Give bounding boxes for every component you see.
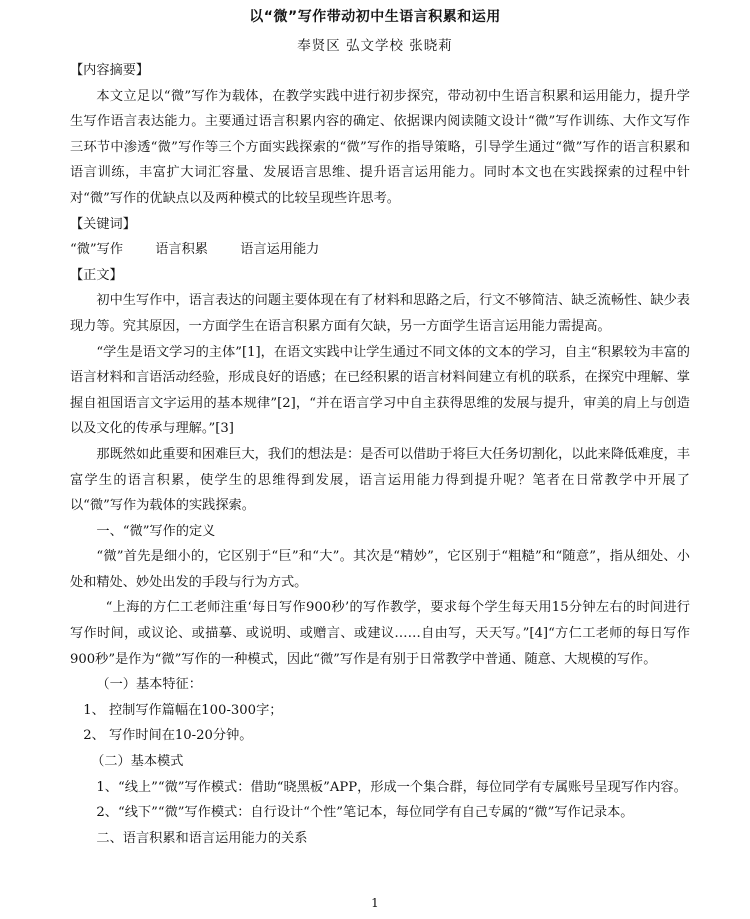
list-item: 2、 写作时间在10-20分钟。: [83, 728, 253, 744]
keywords-list: [70, 237, 690, 263]
document-body: [70, 58, 690, 851]
page-number: 1: [371, 896, 379, 910]
section-heading: 二、语言积累和语言运用能力的关系: [96, 830, 308, 846]
keyword: “微”写作: [70, 242, 124, 258]
keywords-heading: 【关键词】: [70, 216, 136, 232]
body-heading: 【正文】: [70, 267, 123, 283]
body-paragraph: “上海的方仁工老师注重‘每日写作900秒’的写作教学，要求每个学生每天用15分钟左右的时间进行写作时间，或议论、或描摹、或说明、或赠言、或建议……自由写，天天写。”[4]“方仁工老师的每日写作900秒”是作为“微”写作的一种模式，因此“微”写作是有别于日常教学中普通、随意、大规模的写作。: [70, 600, 690, 667]
keyword: 语言运用能力: [240, 242, 320, 258]
body-paragraph: 初中生写作中，语言表达的问题主要体现在有了材料和思路之后，行文不够简洁、缺乏流畅性、缺少表现力等。究其原因，一方面学生在语言积累方面有欠缺，另一方面学生语言运用能力需提高。: [70, 293, 690, 334]
body-paragraph: “学生是语文学习的主体”[1]，在语文实践中让学生通过不同文体的文本的学习，自主“积累较为丰富的语言材料和言语活动经验，形成良好的语感；在已经积累的语言材料间建立有机的联系，在探究中理解、掌握自祖国语言文字运用的基本规律”[2]，“并在语言学习中自主获得思维的发展与提升，审美的肩上与创造以及文化的传承与理解。”[3]: [70, 344, 690, 437]
abstract-heading: 【内容摘要】: [70, 63, 150, 78]
author-line: 奉贤区 弘文学校 张晓莉: [297, 38, 453, 54]
keyword: 语言积累: [155, 242, 208, 258]
body-paragraph: 那既然如此重要和困难巨大，我们的想法是：是否可以借助于将巨大任务切割化，以此来降低难度，丰富学生的语言积累，使学生的思维得到发展，语言运用能力得到提升呢？笔者在日常教学中开展了以“微”写作为载体的实践探索。: [70, 446, 690, 514]
subsection-heading: （二）基本模式: [91, 754, 184, 770]
subsection-heading: （一）基本特征：: [96, 677, 202, 693]
paper-title: 以“微”写作带动初中生语言积累和运用: [249, 9, 501, 25]
list-item: 1、“线上”“微”写作模式：借助“晓黑板”APP，形成一个集合群，每位同学有专属账号呈现写作内容。: [96, 779, 687, 795]
abstract-paragraph: 本文立足以“微”写作为载体，在教学实践中进行初步探究，带动初中生语言积累和运用能力，提升学生写作语言表达能力。主要通过语言积累内容的确定、依据课内阅读随文设计“微”写作训练、大作文写作三环节中渗透“微”写作等三个方面实践探索的“微”写作的指导策略，引导学生通过“微”写作的语言积累和语言训练，丰富扩大词汇容量、发展语言思维、提升语言运用能力。同时本文也在实践探索的过程中针对“微”写作的优缺点以及两种模式的比较呈现些许思考。: [70, 88, 690, 206]
body-paragraph: “微”首先是细小的，它区别于“巨”和“大”。其次是“精妙”，它区别于“粗糙”和“随意”，指从细处、小处和精处、妙处出发的手段与行为方式。: [70, 549, 690, 590]
list-item: 2、“线下”“微”写作模式：自行设计“个性”笔记本，每位同学有自己专属的“微”写作记录本。: [96, 805, 634, 821]
list-item: 1、 控制写作篇幅在100-300字；: [83, 702, 283, 718]
section-heading: 一、“微”写作的定义: [96, 523, 216, 539]
